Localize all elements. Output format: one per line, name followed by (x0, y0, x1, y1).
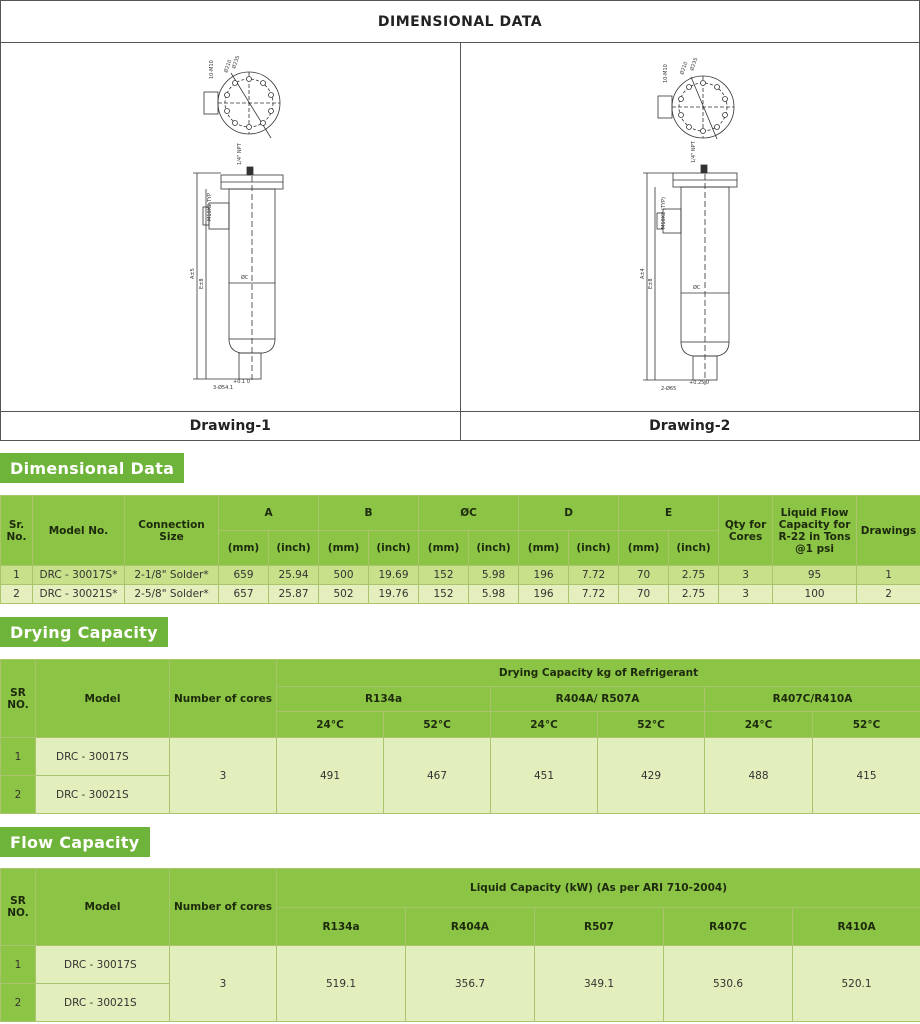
col-header-temp: 24°C (491, 712, 598, 738)
drawing-1 (1, 43, 460, 411)
col-header-r134a: R134a (277, 908, 406, 946)
d1-bottom-label: 3-Ø54.1 (213, 385, 234, 391)
unit-inch: (inch) (569, 531, 619, 566)
cell: 3 (719, 566, 773, 585)
table-row (1, 946, 920, 984)
cell: 100 (773, 585, 857, 604)
col-header-temp: 24°C (705, 712, 813, 738)
d2-bolt-label: 10-M10 (662, 64, 669, 83)
col-header-r407c: R407C (664, 908, 793, 946)
cell: 196 (519, 585, 569, 604)
col-header-r410a: R410A (793, 908, 920, 946)
col-header-a: A (219, 496, 319, 531)
cell: 2.75 (669, 585, 719, 604)
drawing-2-svg (461, 43, 920, 412)
col-header-sr: SR NO. (1, 869, 36, 946)
cell: 2-5/8" Solder* (125, 585, 219, 604)
col-header-b: B (319, 496, 419, 531)
table-row (1, 585, 920, 604)
col-header-sr: SR NO. (1, 660, 36, 738)
cell: 7.72 (569, 566, 619, 585)
cell: 70 (619, 566, 669, 585)
col-header-temp: 52°C (813, 712, 920, 738)
value-cell: 520.1 (793, 946, 920, 1022)
panel-title: DIMENSIONAL DATA (1, 1, 919, 43)
col-header-model: Model No. (33, 496, 125, 566)
unit-inch: (inch) (269, 531, 319, 566)
d2-npt-label: 1/4" NPT (690, 141, 697, 163)
d1-e-label: E±8 (199, 278, 205, 289)
cell: 2.75 (669, 566, 719, 585)
cell: 657 (219, 585, 269, 604)
section-header-dimensional: Dimensional Data (0, 453, 184, 483)
table-row (1, 566, 920, 585)
d2-pcd-label: Ø210 (678, 60, 689, 76)
cell: DRC - 30021S* (33, 585, 125, 604)
value-cell: 349.1 (535, 946, 664, 1022)
d2-bottom-label: 2-Ø65 (660, 386, 676, 392)
d2-a-label: A±4 (639, 268, 646, 279)
col-header-cores: Number of cores (170, 660, 277, 738)
col-header-model: Model (36, 660, 170, 738)
col-header-temp: 52°C (384, 712, 491, 738)
unit-inch: (inch) (669, 531, 719, 566)
sr-cell: 1 (1, 946, 36, 984)
d1-c-label: ØC (241, 275, 249, 281)
col-header-drawings: Drawings (857, 496, 920, 566)
d2-e-label: E±8 (647, 278, 654, 289)
d1-npt-label: 1/4" NPT (237, 143, 243, 165)
value-cell: 530.6 (664, 946, 793, 1022)
col-header-cores: Number of cores (170, 869, 277, 946)
cell: 500 (319, 566, 369, 585)
drying-capacity-table (0, 659, 920, 814)
unit-inch: (inch) (369, 531, 419, 566)
cell: 7.72 (569, 585, 619, 604)
cores-cell: 3 (170, 946, 277, 1022)
dimensional-data-panel (0, 0, 920, 441)
col-header-c: ØC (419, 496, 519, 531)
d2-tol-label: +0.25 0 (688, 380, 709, 386)
unit-inch: (inch) (469, 531, 519, 566)
unit-mm: (mm) (319, 531, 369, 566)
d2-od-label: Ø235 (688, 56, 699, 72)
col-header-r134a: R134a (277, 687, 491, 712)
value-cell: 488 (705, 738, 813, 814)
col-header-drying-group: Drying Capacity kg of Refrigerant (277, 660, 920, 687)
section-header-flow: Flow Capacity (0, 827, 150, 857)
col-header-temp: 24°C (277, 712, 384, 738)
col-header-d: D (519, 496, 619, 531)
sr-cell: 2 (1, 984, 36, 1022)
cell: 196 (519, 566, 569, 585)
cell: 1 (1, 566, 33, 585)
drawing-2 (460, 43, 920, 411)
col-header-r407c-r410a: R407C/R410A (705, 687, 920, 712)
value-cell: 467 (384, 738, 491, 814)
cell: 2 (1, 585, 33, 604)
cell: 25.94 (269, 566, 319, 585)
value-cell: 491 (277, 738, 384, 814)
d1-pcd-label: Ø210 (223, 58, 234, 74)
model-cell: DRC - 30017S (36, 738, 170, 776)
cell: 502 (319, 585, 369, 604)
flow-capacity-table (0, 868, 920, 1022)
cell: 152 (419, 585, 469, 604)
col-header-connection: Connection Size (125, 496, 219, 566)
cell: 659 (219, 566, 269, 585)
value-cell: 415 (813, 738, 920, 814)
cell: 70 (619, 585, 669, 604)
unit-mm: (mm) (619, 531, 669, 566)
cell: 19.69 (369, 566, 419, 585)
cell: 2 (857, 585, 920, 604)
value-cell: 356.7 (406, 946, 535, 1022)
model-cell: DRC - 30017S (36, 946, 170, 984)
drawing-2-caption: Drawing-2 (460, 412, 920, 440)
col-header-liquid-group: Liquid Capacity (kW) (As per ARI 710-2004) (277, 869, 920, 908)
col-header-sr: Sr. No. (1, 496, 33, 566)
col-header-qty: Qty for Cores (719, 496, 773, 566)
col-header-r404a-r507a: R404A/ R507A (491, 687, 705, 712)
value-cell: 519.1 (277, 946, 406, 1022)
drawing-1-caption: Drawing-1 (189, 418, 271, 434)
d1-bolt-label: 10-M10 (209, 60, 215, 79)
cell: 25.87 (269, 585, 319, 604)
dimensional-table (0, 495, 920, 604)
col-header-r507: R507 (535, 908, 664, 946)
value-cell: 429 (598, 738, 705, 814)
d2-c-label: ØC (692, 285, 700, 291)
cell: 1 (857, 566, 920, 585)
cell: 3 (719, 585, 773, 604)
d1-od-label: Ø235 (231, 54, 242, 70)
col-header-liquid: Liquid Flow Capacity for R-22 in Tons @1 psi (773, 496, 857, 566)
unit-mm: (mm) (419, 531, 469, 566)
col-header-e: E (619, 496, 719, 531)
cell: 95 (773, 566, 857, 585)
d1-tol-label: +0.1 0 (233, 379, 250, 385)
cell: DRC - 30017S* (33, 566, 125, 585)
d1-thread-label: M10X2 TYP (207, 193, 213, 221)
cell: 5.98 (469, 585, 519, 604)
sr-cell: 1 (1, 738, 36, 776)
unit-mm: (mm) (219, 531, 269, 566)
model-cell: DRC - 30021S (36, 776, 170, 814)
cell: 152 (419, 566, 469, 585)
value-cell: 451 (491, 738, 598, 814)
cores-cell: 3 (170, 738, 277, 814)
model-cell: DRC - 30021S (36, 984, 170, 1022)
d2-thread-label: M10X2 (TYP) (660, 197, 667, 229)
col-header-model: Model (36, 869, 170, 946)
table-row (1, 738, 920, 776)
cell: 2-1/8" Solder* (125, 566, 219, 585)
sr-cell: 2 (1, 776, 36, 814)
cell: 19.76 (369, 585, 419, 604)
col-header-temp: 52°C (598, 712, 705, 738)
unit-mm: (mm) (519, 531, 569, 566)
col-header-r404a: R404A (406, 908, 535, 946)
d1-a-label: A±5 (190, 268, 196, 279)
cell: 5.98 (469, 566, 519, 585)
drawing-1-svg (1, 43, 460, 412)
section-header-drying: Drying Capacity (0, 617, 168, 647)
